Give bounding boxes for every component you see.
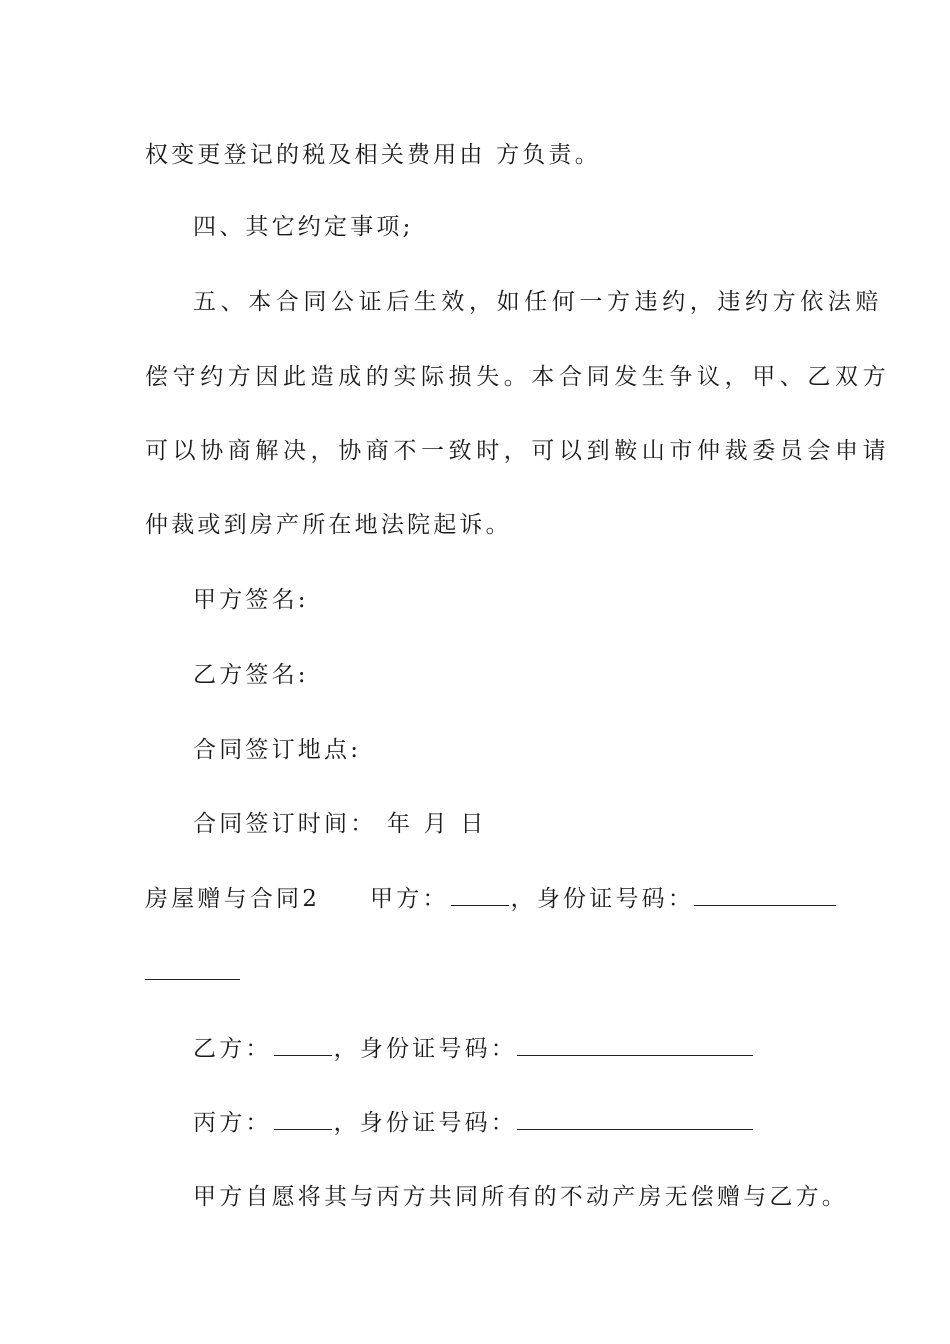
text-line: 可以协商解决，协商不一致时，可以到鞍山市仲裁委员会申请 [145,438,891,464]
party-a-signature-label: 甲方签名: [193,587,309,613]
signing-place-label: 合同签订地点: [193,737,362,763]
text-line: 权变更登记的税及相关费用由 方负责。 [145,142,601,168]
party-c-id-blank [517,1109,753,1130]
party-b-name-blank [274,1035,332,1056]
section-five-line: 五、本合同公证后生效，如任何一方违约，违约方依法赔 [193,289,883,315]
id-number-label: ，身份证号码： [333,1110,518,1136]
party-c-name-blank [274,1109,332,1130]
contract-2-party-a-line [145,884,836,914]
party-c-line [193,1108,753,1138]
id-number-label: ，身份证号码： [510,886,695,912]
party-a-name-blank [451,885,509,906]
text-line: 仲裁或到房产所在地法院起诉。 [145,512,512,538]
signing-date-label: 合同签订时间： 年 月 日 [193,811,487,837]
party-b-label: 乙方： [193,1036,272,1062]
id-number-label: ，身份证号码： [333,1036,518,1062]
gift-statement: 甲方自愿将其与丙方共同所有的不动产房无偿赠与乙方。 [193,1184,848,1210]
party-c-label: 丙方： [193,1110,272,1136]
party-a-label: 甲方： [370,886,449,912]
party-b-id-blank [517,1035,753,1056]
party-b-signature-label: 乙方签名: [193,662,309,688]
party-a-id-blank [694,885,836,906]
party-a-id-blank-continued [145,958,240,988]
text-line: 偿守约方因此造成的实际损失。本合同发生争议，甲、乙双方 [145,364,891,390]
party-b-line [193,1034,753,1064]
contract-2-title: 房屋赠与合同2 [145,886,321,912]
section-four-heading: 四、其它约定事项; [193,214,414,240]
